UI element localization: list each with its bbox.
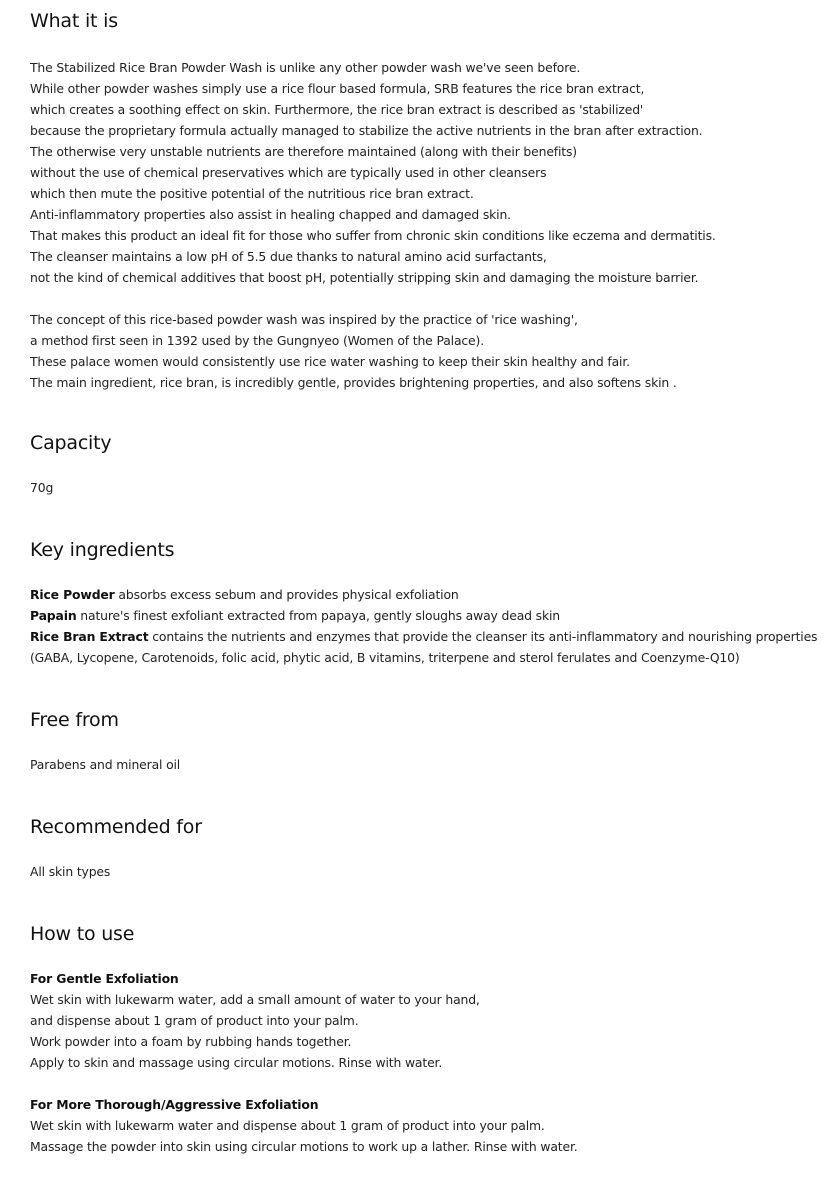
text-line: The Stabilized Rice Bran Powder Wash is unlike any other powder wash we've seen before.	[30, 60, 581, 75]
text-line: Work powder into a foam by rubbing hands together.	[30, 1034, 352, 1049]
text-line: Wet skin with lukewarm water and dispense about 1 gram of product into your palm.	[30, 1118, 545, 1133]
thorough-title: For More Thorough/Aggressive Exfoliation	[30, 1097, 319, 1112]
section-heading: Free from	[30, 709, 119, 731]
section-heading: Capacity	[30, 432, 112, 454]
ingredient-item	[30, 584, 817, 605]
text-line: The otherwise very unstable nutrients are therefore maintained (along with their benefits)	[30, 144, 577, 159]
text-line: because the proprietary formula actually managed to stabilize the active nutrients in the bran after extraction.	[30, 123, 703, 138]
text-line: not the kind of chemical additives that boost pH, potentially stripping skin and damaging the moisture barrier.	[30, 270, 699, 285]
subheading	[30, 968, 578, 989]
text-line: These palace women would consistently use rice water washing to keep their skin healthy and fair.	[30, 354, 630, 369]
section-key-ingredients	[30, 538, 817, 668]
section-body	[30, 754, 180, 775]
ingredient-item	[30, 605, 817, 626]
ingredient-desc: absorbs excess sebum and provides physical exfoliation	[114, 587, 459, 602]
ingredient-desc: contains the nutrients and enzymes that provide the cleanser its anti-inflammatory and nourishing properties	[148, 629, 818, 644]
section-heading: Key ingredients	[30, 539, 175, 561]
text-line: The main ingredient, rice bran, is incredibly gentle, provides brightening properties, and also softens skin .	[30, 375, 677, 390]
text-line: a method first seen in 1392 used by the Gungnyeo (Women of the Palace).	[30, 333, 484, 348]
text-line: The cleanser maintains a low pH of 5.5 due thanks to natural amino acid surfactants,	[30, 249, 547, 264]
section-body	[30, 57, 716, 393]
text-line: and dispense about 1 gram of product into your palm.	[30, 1013, 359, 1028]
section-body	[30, 861, 202, 882]
ingredient-name: Rice Bran Extract	[30, 629, 149, 644]
gentle-title: For Gentle Exfoliation	[30, 971, 179, 986]
ingredient-name: Papain	[30, 608, 77, 623]
section-body	[30, 584, 817, 668]
subheading	[30, 1094, 578, 1115]
ingredient-item	[30, 626, 817, 647]
text-line: Anti-inflammatory properties also assist in healing chapped and damaged skin.	[30, 207, 511, 222]
text-line: That makes this product an ideal fit for those who suffer from chronic skin conditions like eczema and dermatitis.	[30, 228, 716, 243]
text-line: without the use of chemical preservatives which are typically used in other cleansers	[30, 165, 547, 180]
recommended-value: All skin types	[30, 864, 111, 879]
text-line: which creates a soothing effect on skin. Furthermore, the rice bran extract is described as 'stabilized'	[30, 102, 644, 117]
section-what-it-is	[30, 9, 716, 393]
ingredient-note: (GABA, Lycopene, Carotenoids, folic acid, phytic acid, B vitamins, triterpene and sterol ferulates and Coenzyme-Q10)	[30, 650, 740, 665]
section-capacity	[30, 431, 111, 498]
text-line: Wet skin with lukewarm water, add a small amount of water to your hand,	[30, 992, 480, 1007]
ingredient-name: Rice Powder	[30, 587, 115, 602]
free-from-value: Parabens and mineral oil	[30, 757, 181, 772]
section-how-to-use	[30, 922, 578, 1157]
section-body	[30, 968, 578, 1157]
section-free-from	[30, 708, 180, 775]
section-heading: What it is	[30, 10, 118, 32]
paragraph-gap	[30, 288, 716, 309]
section-heading: Recommended for	[30, 816, 202, 838]
ingredient-desc: nature's finest exfoliant extracted from papaya, gently sloughs away dead skin	[76, 608, 560, 623]
capacity-value: 70g	[30, 480, 54, 495]
section-heading: How to use	[30, 923, 135, 945]
text-line: While other powder washes simply use a rice flour based formula, SRB features the rice bran extract,	[30, 81, 645, 96]
paragraph-gap	[30, 1073, 578, 1094]
section-body	[30, 477, 111, 498]
text-line: which then mute the positive potential of the nutritious rice bran extract.	[30, 186, 474, 201]
text-line: The concept of this rice-based powder wash was inspired by the practice of 'rice washing',	[30, 312, 578, 327]
section-recommended-for	[30, 815, 202, 882]
text-line: Apply to skin and massage using circular motions. Rinse with water.	[30, 1055, 443, 1070]
text-line: Massage the powder into skin using circular motions to work up a lather. Rinse with water.	[30, 1139, 578, 1154]
